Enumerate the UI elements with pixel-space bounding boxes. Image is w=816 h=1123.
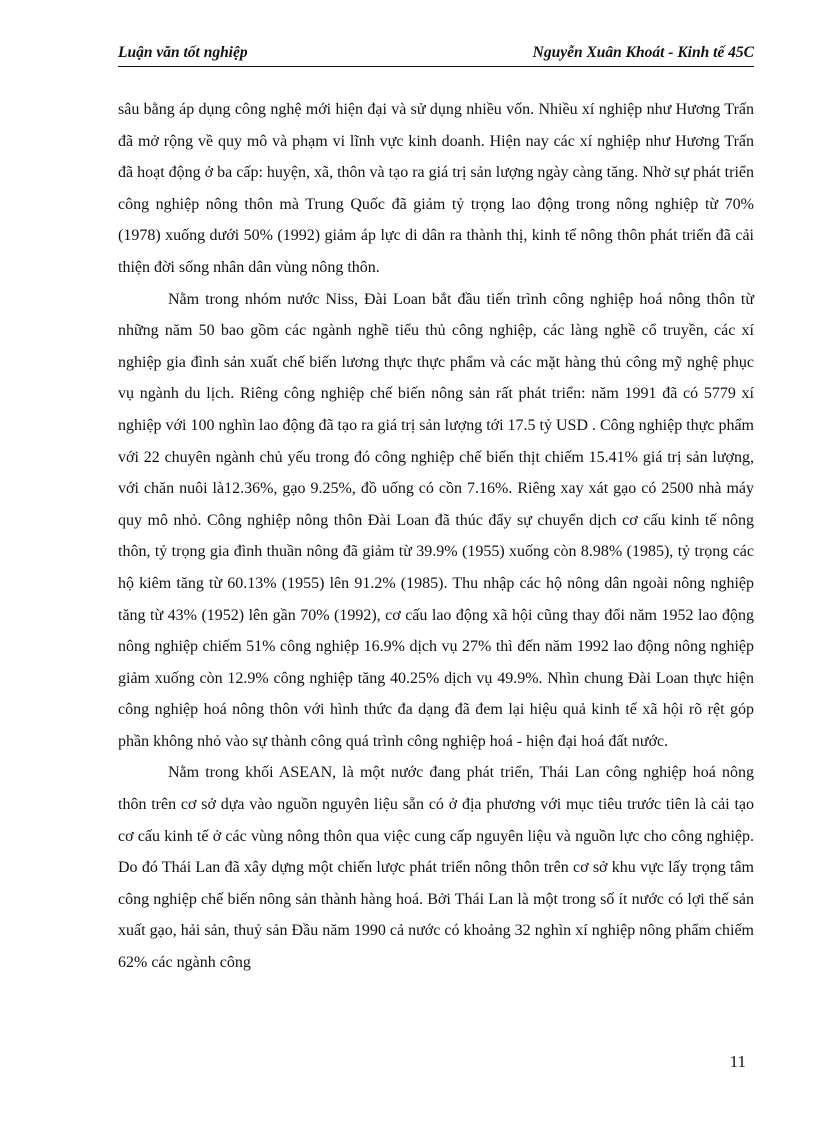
page-header bbox=[118, 44, 754, 68]
header-thesis-title: Luận văn tốt nghiệp bbox=[118, 44, 248, 61]
body-text bbox=[118, 94, 754, 979]
page-number: 11 bbox=[729, 1052, 746, 1071]
paragraph-taiwan: Nằm trong nhóm nước Niss, Đài Loan bắt đầu tiến trình công nghiệp hoá nông thôn từ những năm 50 bao gồm các ngành nghề tiểu thủ công nghiệp, các làng nghề cổ truyền, các xí nghiệp gia đình sản xuất chế biến lương thực thực phẩm và các mặt hàng thủ công mỹ nghệ phục vụ ngành du lịch. Riêng công nghiệp chế biến nông sản rất phát triển: năm 1991 đã có 5779 xí nghiệp với 100 nghìn lao động đã tạo ra giá trị sản lượng tới 17.5 tỷ USD . Công nghiệp thực phẩm với 22 chuyên ngành chủ yếu trong đó công nghiệp chế biến thịt chiếm 15.41% giá trị sản lượng, với chăn nuôi là12.36%, gạo 9.25%, đồ uống có cồn 7.16%. Riêng xay xát gạo có 2500 nhà máy quy mô nhỏ. Công nghiệp nông thôn Đài Loan đã thúc đẩy sự chuyển dịch cơ cấu kinh tế nông thôn, tỷ trọng gia đình thuần nông đã giảm từ 39.9% (1955) xuống còn 8.98% (1985), tỷ trọng các hộ kiêm tăng từ 60.13% (1955) lên 91.2% (1985). Thu nhập các hộ nông dân ngoài nông nghiệp tăng từ 43% (1952) lên gần 70% (1992), cơ cấu lao động xã hội cũng thay đổi năm 1952 lao động nông nghiệp chiếm 51% công nghiệp 16.9% dịch vụ 27% thì đến năm 1992 lao động nông nghiệp giảm xuống còn 12.9% công nghiệp tăng 40.25% dịch vụ 49.9%. Nhìn chung Đài Loan thực hiện công nghiệp hoá nông thôn với hình thức đa dạng đã đem lại hiệu quả kinh tế xã hội rõ rệt góp phần không nhỏ vào sự thành công quá trình công nghiệp hoá - hiện đại hoá đất nước. bbox=[118, 290, 754, 750]
header-author: Nguyễn Xuân Khoát - Kinh tế 45C bbox=[532, 44, 754, 61]
paragraph-continuation: sâu bằng áp dụng công nghệ mới hiện đại và sử dụng nhiều vốn. Nhiều xí nghiệp như Hương Trấn đã mở rộng về quy mô và phạm vi lĩnh vực kinh doanh. Hiện nay các xí nghiệp như Hương Trấn đã hoạt động ở ba cấp: huyện, xã, thôn và tạo ra giá trị sản lượng ngày càng tăng. Nhờ sự phát triển công nghiệp nông thôn mà Trung Quốc đã giảm tỷ trọng lao động trong nông nghiệp từ 70% (1978) xuống dưới 50% (1992) giảm áp lực di dân ra thành thị, kinh tế nông thôn phát triển đã cải thiện đời sống nhân dân vùng nông thôn. bbox=[118, 101, 754, 276]
paragraph-thailand: Nằm trong khối ASEAN, là một nước đang phát triển, Thái Lan công nghiệp hoá nông thôn trên cơ sở dựa vào nguồn nguyên liệu sẵn có ở địa phương với mục tiêu trước tiên là cải tạo cơ cấu kinh tế ở các vùng nông thôn qua việc cung cấp nguyên liệu và nguồn lực cho công nghiệp. Do đó Thái Lan đã xây dựng một chiến lược phát triển nông thôn trên cơ sở khu vực lấy trọng tâm công nghiệp chế biến nông sản thành hàng hoá. Bởi Thái Lan là một trong số ít nước có lợi thế sản xuất gạo, hải sản, thuỷ sản Đầu năm 1990 cả nước có khoảng 32 nghìn xí nghiệp nông phẩm chiếm 62% các ngành công bbox=[118, 764, 754, 972]
header-rule bbox=[118, 66, 754, 67]
